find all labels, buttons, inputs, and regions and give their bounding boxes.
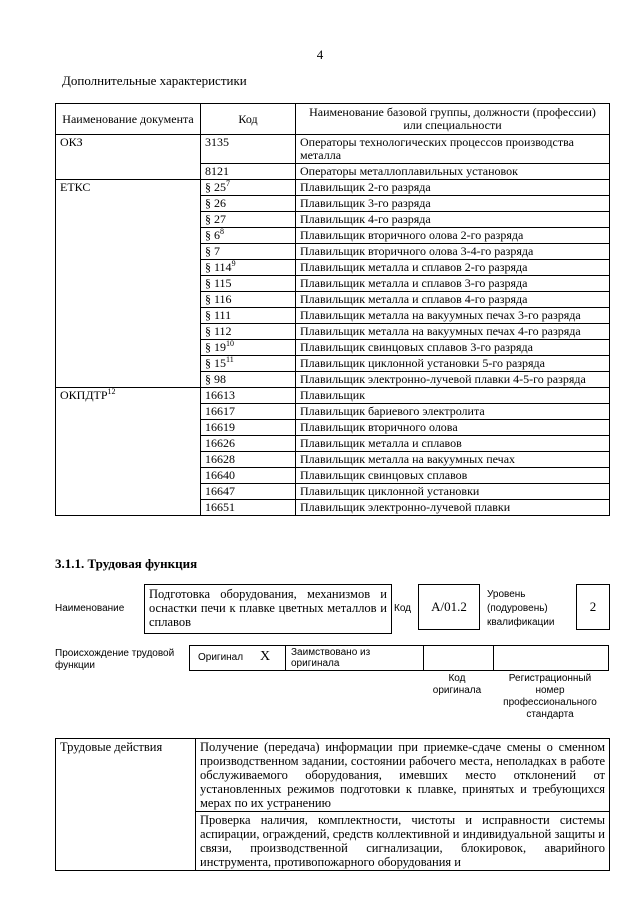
code-cell bbox=[201, 276, 296, 292]
footnote-ref: 12 bbox=[107, 387, 116, 396]
code-cell bbox=[201, 260, 296, 276]
profession-name-cell: Плавильщик свинцовых сплавов bbox=[296, 468, 610, 484]
profession-name-cell: Плавильщик металла и сплавов bbox=[296, 436, 610, 452]
profession-name-cell: Плавильщик электронно-лучевой плавки 4-5-го разряда bbox=[296, 372, 610, 388]
code-value: 16651 bbox=[205, 500, 235, 514]
code-cell bbox=[201, 388, 296, 404]
function-heading: 3.1.1. Трудовая функция bbox=[55, 556, 198, 571]
original-mark: X bbox=[260, 649, 271, 664]
code-value: 16617 bbox=[205, 404, 235, 418]
profession-name-cell: Плавильщик вторичного олова bbox=[296, 420, 610, 436]
code-value: § 19 bbox=[205, 340, 226, 354]
code-cell bbox=[201, 135, 296, 164]
footnote-ref: 8 bbox=[220, 227, 224, 236]
action-item: Получение (передача) информации при приемке-сдаче смены о сменном производственном задании, состоянии рабочего места, неполадках в работе обслуживаемого оборудования, имевших место отклонений от установленных режимов подготовки к плавке, принятых и требующихся мерах по их устранению bbox=[196, 739, 610, 812]
code-value: 16613 bbox=[205, 388, 235, 402]
doc-name: ОКЗ bbox=[60, 135, 83, 149]
original-label: Оригинал bbox=[198, 652, 244, 663]
code-cell bbox=[201, 484, 296, 500]
doc-cell bbox=[56, 135, 201, 180]
code-value: § 114 bbox=[205, 260, 232, 274]
profession-name-cell: Плавильщик металла и сплавов 4-го разряда bbox=[296, 292, 610, 308]
profession-name-cell: Плавильщик металла на вакуумных печах bbox=[296, 452, 610, 468]
code-value: § 25 bbox=[205, 180, 226, 194]
code-cell bbox=[201, 436, 296, 452]
header-doc: Наименование документа bbox=[56, 104, 201, 135]
profession-name-cell: Плавильщик bbox=[296, 388, 610, 404]
table-header-row bbox=[56, 104, 610, 135]
code-value: § 98 bbox=[205, 372, 226, 386]
divider bbox=[423, 646, 424, 670]
code-value: § 26 bbox=[205, 196, 226, 210]
footnote-ref: 7 bbox=[226, 179, 230, 188]
code-cell bbox=[201, 420, 296, 436]
table-row bbox=[56, 388, 610, 404]
code-value: § 111 bbox=[205, 308, 232, 322]
code-cell bbox=[201, 196, 296, 212]
actions-table bbox=[55, 738, 610, 871]
doc-cell bbox=[56, 388, 201, 516]
code-value: § 112 bbox=[205, 324, 232, 338]
profession-name-cell: Операторы металлоплавильных установок bbox=[296, 164, 610, 180]
table-row bbox=[56, 180, 610, 196]
code-label: Код bbox=[394, 603, 412, 614]
section-title: Дополнительные характеристики bbox=[62, 73, 247, 88]
code-value: § 15 bbox=[205, 356, 226, 370]
function-code-box: A/01.2 bbox=[418, 584, 480, 630]
function-name-box: Подготовка оборудования, механизмов и оснастки печи к плавке цветных металлов и сплавов bbox=[144, 584, 392, 634]
profession-name-cell: Плавильщик металла на вакуумных печах 3-го разряда bbox=[296, 308, 610, 324]
code-cell bbox=[201, 372, 296, 388]
code-value: § 116 bbox=[205, 292, 232, 306]
profession-name-cell: Плавильщик циклонной установки bbox=[296, 484, 610, 500]
code-cell bbox=[201, 356, 296, 372]
doc-cell bbox=[56, 180, 201, 388]
origin-row bbox=[189, 645, 609, 671]
actions-label: Трудовые действия bbox=[56, 739, 196, 871]
profession-name-cell: Плавильщик 4-го разряда bbox=[296, 212, 610, 228]
code-cell bbox=[201, 228, 296, 244]
code-value: 16640 bbox=[205, 468, 235, 482]
code-value: § 7 bbox=[205, 244, 220, 258]
reg-caption: Регистрационный номер профессионального стандарта bbox=[503, 673, 597, 720]
code-value: § 6 bbox=[205, 228, 220, 242]
code-value: § 27 bbox=[205, 212, 226, 226]
code-value: 8121 bbox=[205, 164, 229, 178]
code-value: 3135 bbox=[205, 135, 229, 149]
divider bbox=[285, 646, 286, 670]
code-cell bbox=[201, 340, 296, 356]
code-cell bbox=[201, 324, 296, 340]
borrowed-label: Заимствовано из оригинала bbox=[291, 647, 371, 669]
profession-name-cell: Плавильщик металла и сплавов 2-го разряда bbox=[296, 260, 610, 276]
code-value: 16628 bbox=[205, 452, 235, 466]
header-code: Код bbox=[201, 104, 296, 135]
profession-name-cell: Плавильщик металла и сплавов 3-го разряда bbox=[296, 276, 610, 292]
level-label: Уровень (подуровень) квалификации bbox=[487, 589, 555, 628]
divider bbox=[493, 646, 494, 670]
code-cell bbox=[201, 292, 296, 308]
doc-name: ЕТКС bbox=[60, 180, 91, 194]
code-value: 16626 bbox=[205, 436, 235, 450]
profession-name-cell: Плавильщик 3-го разряда bbox=[296, 196, 610, 212]
table-row bbox=[56, 739, 610, 812]
profession-name-cell: Плавильщик циклонной установки 5-го разряда bbox=[296, 356, 610, 372]
name-label: Наименование bbox=[55, 603, 125, 614]
level-box: 2 bbox=[576, 584, 610, 630]
table-row bbox=[56, 135, 610, 164]
profession-name-cell: Плавильщик металла на вакуумных печах 4-го разряда bbox=[296, 324, 610, 340]
profession-name-cell: Плавильщик вторичного олова 3-4-го разряда bbox=[296, 244, 610, 260]
profession-name-cell: Операторы технологических процессов производства металла bbox=[296, 135, 610, 164]
reference-table bbox=[55, 103, 610, 516]
action-item: Проверка наличия, комплектности, чистоты и исправности системы аспирации, ограждений, средств коллективной и индивидуальной защиты и связи, производственной сигнализации, блокировок, аварийного инструмента, противопожарного оборудования и bbox=[196, 812, 610, 871]
code-cell bbox=[201, 212, 296, 228]
code-caption: Код оригинала bbox=[432, 673, 482, 696]
footnote-ref: 10 bbox=[226, 339, 234, 348]
footnote-ref: 11 bbox=[226, 355, 234, 364]
header-name: Наименование базовой группы, должности (профессии) или специальности bbox=[296, 104, 610, 135]
code-cell bbox=[201, 244, 296, 260]
profession-name-cell: Плавильщик 2-го разряда bbox=[296, 180, 610, 196]
code-cell bbox=[201, 180, 296, 196]
doc-name: ОКПДТР bbox=[60, 388, 108, 402]
code-cell bbox=[201, 452, 296, 468]
code-cell bbox=[201, 500, 296, 516]
code-cell bbox=[201, 164, 296, 180]
code-value: 16647 bbox=[205, 484, 235, 498]
code-cell bbox=[201, 404, 296, 420]
profession-name-cell: Плавильщик вторичного олова 2-го разряда bbox=[296, 228, 610, 244]
profession-name-cell: Плавильщик бариевого электролита bbox=[296, 404, 610, 420]
code-value: 16619 bbox=[205, 420, 235, 434]
profession-name-cell: Плавильщик свинцовых сплавов 3-го разряда bbox=[296, 340, 610, 356]
code-cell bbox=[201, 468, 296, 484]
page-number: 4 bbox=[316, 47, 324, 62]
code-cell bbox=[201, 308, 296, 324]
profession-name-cell: Плавильщик электронно-лучевой плавки bbox=[296, 500, 610, 516]
origin-label: Происхождение трудовой функции bbox=[55, 648, 175, 671]
footnote-ref: 9 bbox=[231, 259, 236, 268]
code-value: § 115 bbox=[205, 276, 232, 290]
